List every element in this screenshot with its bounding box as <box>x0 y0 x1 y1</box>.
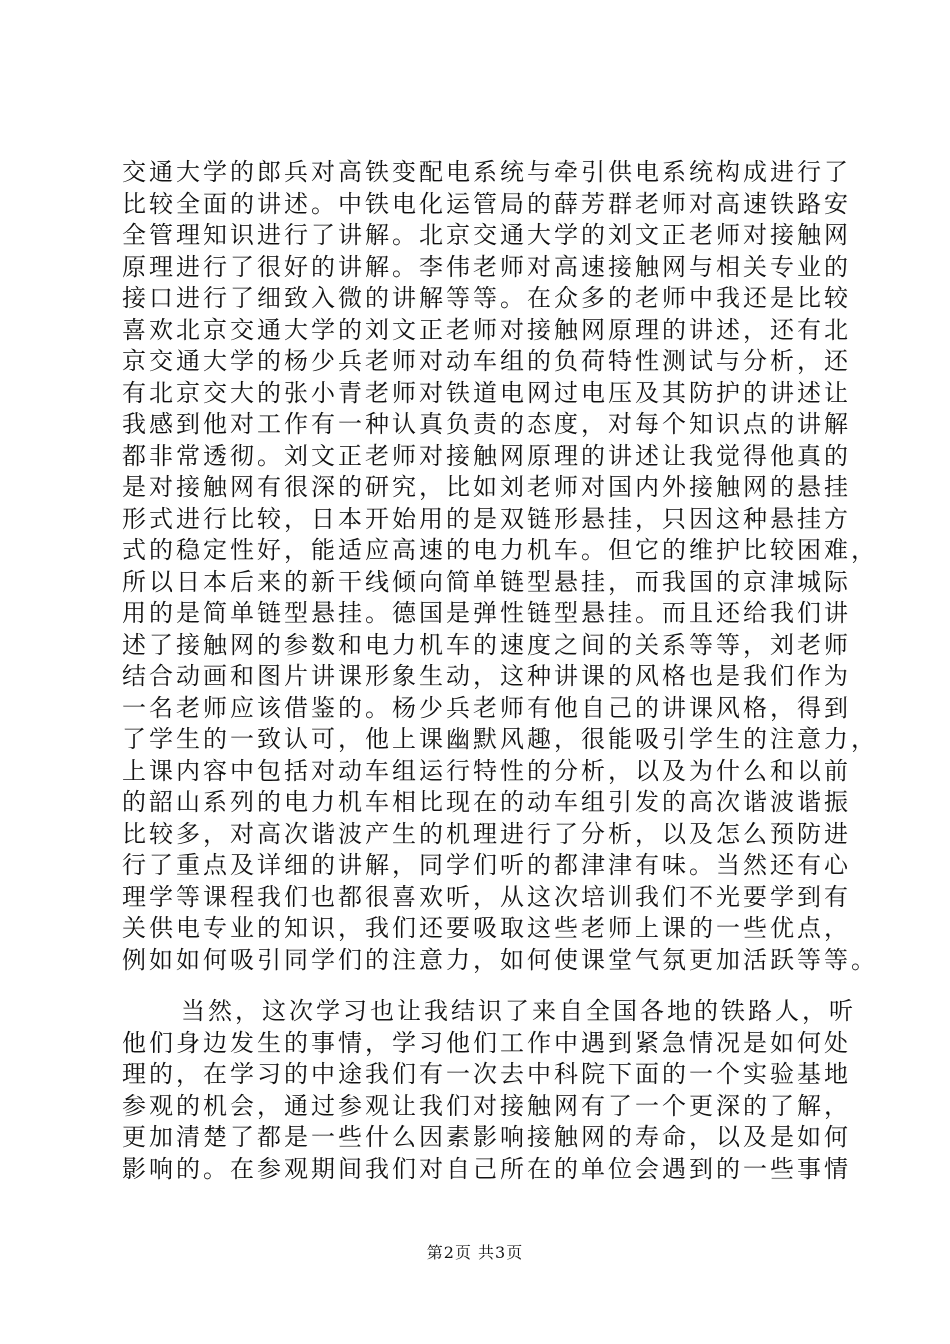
text-line: 结合动画和图片讲课形象生动，这种讲课的风格也是我们作为 <box>122 662 851 690</box>
text-line: 参观的机会，通过参观让我们对接触网有了一个更深的了解， <box>122 1091 851 1120</box>
text-line: 理学等课程我们也都很喜欢听，从这次培训我们不光要学到有 <box>122 882 851 911</box>
text-line: 他们身边发生的事情，学习他们工作中遇到紧急情况是如何处 <box>122 1028 851 1057</box>
text-line: 交通大学的郎兵对高铁变配电系统与牵引供电系统构成进行了 <box>122 158 851 186</box>
text-line: 更加清楚了都是一些什么因素影响接触网的寿命，以及是如何 <box>122 1123 851 1151</box>
paragraph-gap <box>122 976 842 996</box>
text-line: 例如如何吸引同学们的注意力，如何使课堂气氛更加活跃等等。 <box>122 945 878 974</box>
text-line: 原理进行了很好的讲解。李伟老师对高速接触网与相关专业的 <box>122 252 851 281</box>
text-line: 用的是简单链型悬挂。德国是弹性链型悬挂。而且还给我们讲 <box>122 599 851 627</box>
document-body <box>122 157 878 1185</box>
text-line: 的韶山系列的电力机车相比现在的动车组引发的高次谐波谐振 <box>122 788 851 816</box>
text-line: 理的，在学习的中途我们有一次去中科院下面的一个实验基地 <box>122 1060 851 1088</box>
text-line: 全管理知识进行了讲解。北京交通大学的刘文正老师对接触网 <box>122 221 851 249</box>
text-line: 接口进行了细致入微的讲解等等。在众多的老师中我还是比较 <box>122 284 851 312</box>
text-line: 有北京交大的张小青老师对铁道电网过电压及其防护的讲述让 <box>122 378 851 407</box>
text-line: 述了接触网的参数和电力机车的速度之间的关系等等，刘老师 <box>122 630 851 659</box>
text-line: 行了重点及详细的讲解，同学们听的都津津有味。当然还有心 <box>122 851 851 879</box>
text-line: 关供电专业的知识，我们还要吸取这些老师上课的一些优点， <box>122 914 851 942</box>
text-line: 影响的。在参观期间我们对自己所在的单位会遇到的一些事情 <box>122 1154 851 1183</box>
page-number-footer: 第2页 共3页 <box>426 1243 524 1262</box>
text-line: 京交通大学的杨少兵老师对动车组的负荷特性测试与分析，还 <box>122 347 851 375</box>
text-line: 喜欢北京交通大学的刘文正老师对接触网原理的讲述，还有北 <box>122 315 851 344</box>
paragraph-1 <box>122 157 878 976</box>
text-line: 都非常透彻。刘文正老师对接触网原理的讲述让我觉得他真的 <box>122 441 851 470</box>
text-line: 当然，这次学习也让我结识了来自全国各地的铁路人，听 <box>181 997 856 1025</box>
text-line: 了学生的一致认可，他上课幽默风趣，很能吸引学生的注意力， <box>122 725 878 753</box>
text-line: 是对接触网有很深的研究，比如刘老师对国内外接触网的悬挂 <box>122 473 851 501</box>
text-line: 式的稳定性好，能适应高速的电力机车。但它的维护比较困难， <box>122 536 878 564</box>
text-line: 比较多，对高次谐波产生的机理进行了分析，以及怎么预防进 <box>122 819 851 848</box>
text-line: 比较全面的讲述。中铁电化运管局的薛芳群老师对高速铁路安 <box>122 189 851 218</box>
text-line: 所以日本后来的新干线倾向简单链型悬挂，而我国的京津城际 <box>122 567 851 596</box>
text-line: 上课内容中包括对动车组运行特性的分析，以及为什么和以前 <box>122 756 851 785</box>
paragraph-2 <box>122 996 856 1185</box>
text-line: 我感到他对工作有一种认真负责的态度，对每个知识点的讲解 <box>122 410 851 438</box>
text-line: 形式进行比较，日本开始用的是双链形悬挂，只因这种悬挂方 <box>122 504 851 533</box>
text-line: 一名老师应该借鉴的。杨少兵老师有他自己的讲课风格，得到 <box>122 693 851 722</box>
